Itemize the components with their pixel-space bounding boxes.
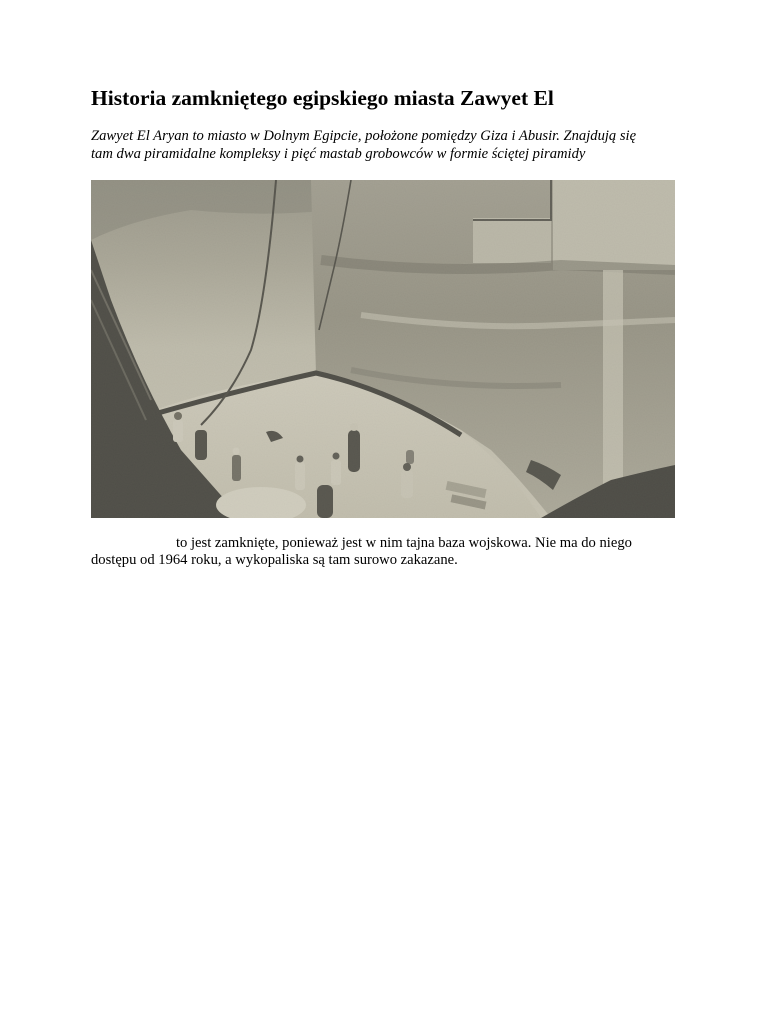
body-paragraph (91, 535, 681, 569)
body-line-1: to jest zamknięte, ponieważ jest w nim tajna baza wojskowa. Nie ma do niego (176, 535, 632, 551)
lead-line-1: Zawyet El Aryan to miasto w Dolnym Egipcie, położone pomiędzy Giza i Abusir. Znajdują się (91, 128, 637, 144)
lead-paragraph (91, 127, 681, 163)
page-title: Historia zamkniętego egipskiego miasta Zawyet El (91, 86, 554, 110)
excavation-photo (91, 180, 675, 518)
lead-line-2: tam dwa piramidalne kompleksy i pięć mastab grobowców w formie ściętej piramidy (91, 146, 586, 162)
body-line-2: dostępu od 1964 roku, a wykopaliska są tam surowo zakazane. (91, 552, 458, 568)
